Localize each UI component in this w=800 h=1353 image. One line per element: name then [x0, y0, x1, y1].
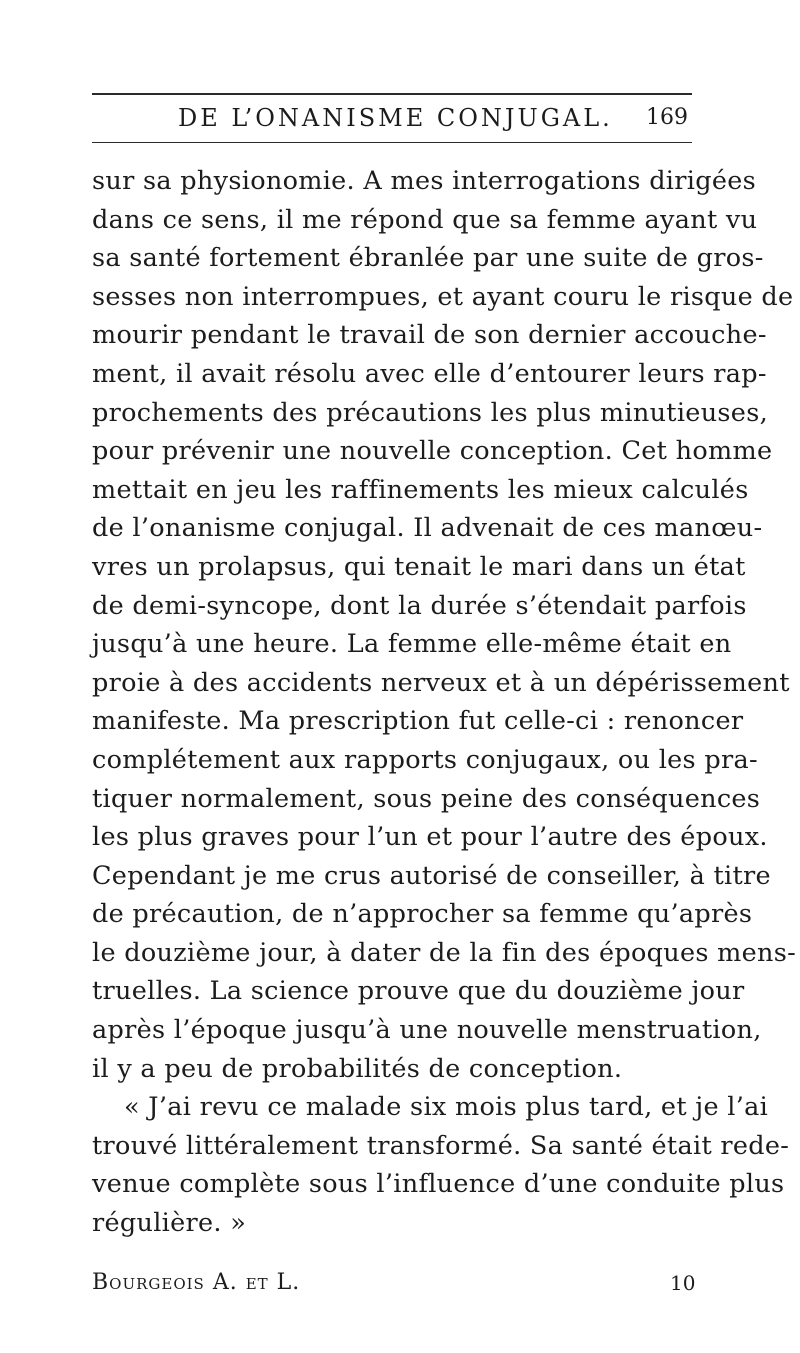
text-line: les plus graves pour l’un et pour l’autre des époux. [92, 822, 768, 853]
text-line: de précaution, de n’approcher sa femme qu’après [92, 899, 753, 930]
text-line: vres un prolapsus, qui tenait le mari dans un état [92, 551, 746, 582]
signature-mark: 10 [670, 1271, 696, 1295]
text-line: sur sa physionomie. A mes interrogations dirigées [92, 166, 757, 196]
text-line: venue complète sous l’influence d’une conduite plus [92, 1169, 785, 1200]
running-head: DE L’ONANISME CONJUGAL. [178, 104, 613, 132]
text-line: le douzième jour, à dater de la fin des époques mens- [92, 937, 797, 968]
header-bottom-rule [92, 142, 692, 143]
text-line: mourir pendant le travail de son dernier accouche- [92, 320, 767, 351]
text-line: truelles. La science prouve que du douzième jour [92, 976, 745, 1007]
text-line: prochements des précautions les plus minutieuses, [92, 397, 768, 428]
text-line: sa santé fortement ébranlée par une suite de gros- [92, 243, 764, 274]
text-line: il y a peu de probabilités de conception. [92, 1053, 623, 1084]
text-line: après l’époque jusqu’à une nouvelle menstruation, [92, 1015, 762, 1046]
signature-line [92, 1266, 732, 1300]
text-line: de l’onanisme conjugal. Il advenait de ces manœu- [92, 513, 763, 544]
quote-line: « J’ai revu ce malade six mois plus tard, et je l’ai [124, 1092, 769, 1123]
text-line: sesses non interrompues, et ayant couru le risque de [92, 281, 794, 312]
text-line: Cependant je me crus autorisé de conseiller, à titre [92, 860, 771, 891]
text-line: manifeste. Ma prescription fut celle-ci : renoncer [92, 706, 744, 737]
page-number: 169 [646, 105, 688, 130]
text-line: jusqu’à une heure. La femme elle-même était en [92, 629, 732, 660]
text-line: proie à des accidents nerveux et à un dépérissement [92, 667, 790, 698]
text-line: trouvé littéralement transformé. Sa santé était rede- [92, 1130, 790, 1161]
body-text [92, 162, 797, 1243]
text-line: régulière. » [92, 1208, 247, 1239]
header-top-rule [92, 93, 692, 95]
text-line: pour prévenir une nouvelle conception. Cet homme [92, 436, 773, 467]
text-line: mettait en jeu les raffinements les mieux calculés [92, 474, 749, 505]
page-header [0, 100, 800, 136]
printer-signature: Bourgeois A. et L. [92, 1270, 301, 1295]
text-line: complétement aux rapports conjugaux, ou les pra- [92, 744, 758, 775]
text-line: de demi-syncope, dont la durée s’étendait parfois [92, 590, 747, 621]
text-line: ment, il avait résolu avec elle d’entourer leurs rap- [92, 358, 767, 389]
text-line: tiquer normalement, sous peine des conséquences [92, 783, 761, 814]
text-line: dans ce sens, il me répond que sa femme ayant vu [92, 204, 758, 235]
